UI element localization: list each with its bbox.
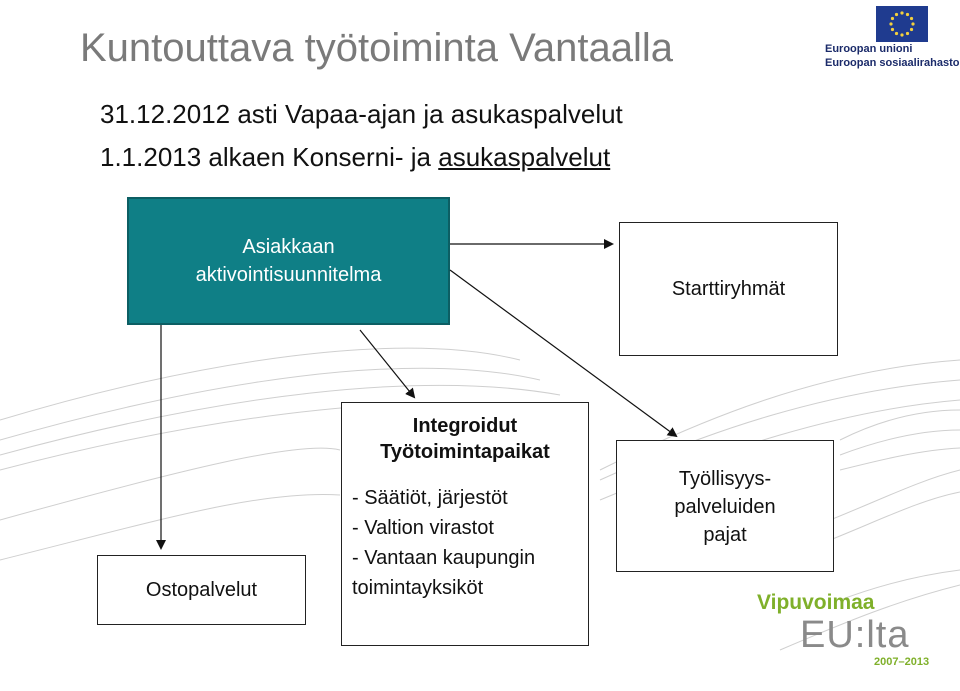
purchased-services-label: Ostopalvelut (145, 578, 258, 601)
integrated-title-line-1: Integroidut (412, 415, 518, 437)
eu-logo-text (825, 42, 959, 70)
subtitle-line-1: 31.12.2012 asti Vapaa-ajan ja asukaspalvelut (100, 99, 623, 129)
start-groups-box (619, 222, 838, 356)
integrated-workplaces-box (341, 402, 589, 646)
eu-star (889, 22, 892, 25)
integrated-workplaces-title (352, 413, 578, 465)
eu-star (910, 28, 913, 31)
subtitle-line-2-prefix: 1.1.2013 alkaen Konserni- ja (100, 142, 439, 172)
eu-star (891, 17, 894, 20)
activation-plan-line-1: Asiakkaan (242, 236, 335, 258)
integrated-workplaces-list (352, 483, 578, 603)
vipuvoimaa-logo-line-2: EU:lta (800, 614, 910, 656)
activation-plan-line-2: aktivointisuunnitelma (195, 264, 382, 286)
activation-plan-box (127, 197, 450, 325)
eu-star (910, 17, 913, 20)
vipuvoimaa-logo-line-1: Vipuvoimaa (757, 591, 875, 614)
employment-workshops-line-1: Työllisyys- (678, 468, 772, 490)
eu-star (895, 32, 898, 35)
start-groups-label: Starttiryhmät (671, 277, 786, 300)
subtitle-line-2-underlined: asukaspalvelut (438, 142, 611, 172)
list-item: - Säätiöt, järjestöt (352, 487, 508, 509)
employment-workshops-line-3: pajat (703, 524, 747, 546)
vipuvoimaa-logo-line-3: 2007–2013 (874, 656, 930, 668)
eu-logo-line-2: Euroopan sosiaalirahasto (825, 57, 960, 69)
eu-logo-line-1: Euroopan unioni (825, 43, 913, 55)
eu-star (911, 22, 914, 25)
integrated-title-line-2: Työtoimintapaikat (380, 441, 550, 463)
list-item: - Valtion virastot (352, 517, 494, 539)
eu-star (891, 28, 894, 31)
list-item: - Vantaan kaupungin (352, 547, 536, 569)
purchased-services-box (97, 555, 306, 625)
eu-star (900, 33, 903, 36)
employment-workshops-line-2: palveluiden (674, 496, 776, 518)
eu-star (906, 32, 909, 35)
employment-workshops-box (616, 440, 834, 572)
eu-star (895, 13, 898, 16)
subtitle-line-2 (100, 142, 610, 173)
page-title: Kuntouttava työtoiminta Vantaalla (80, 26, 673, 70)
eu-star (906, 13, 909, 16)
list-item: toimintayksiköt (352, 577, 484, 599)
eu-star (900, 11, 903, 14)
